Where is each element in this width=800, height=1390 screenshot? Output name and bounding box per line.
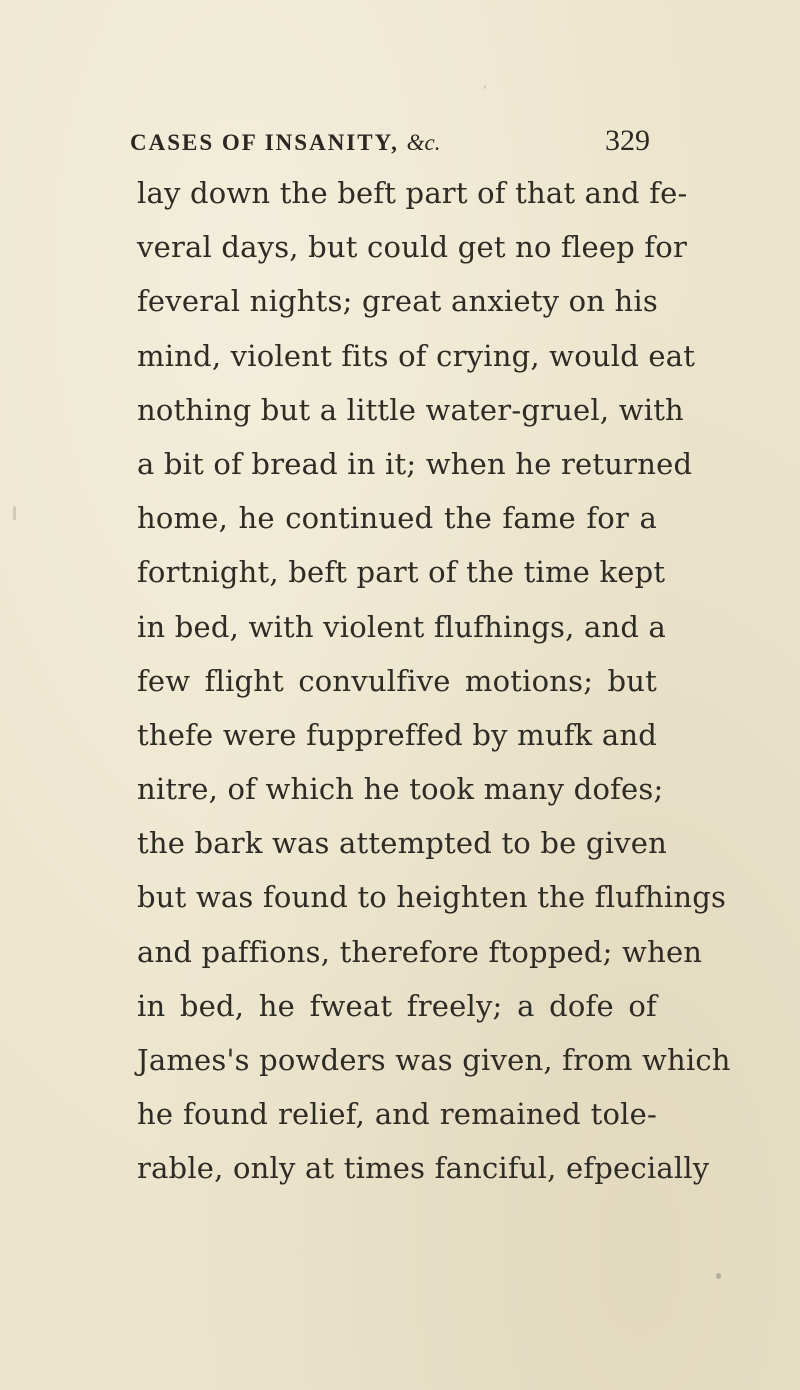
paper-speck (13, 506, 16, 520)
page-number: 329 (605, 124, 650, 157)
text-line-15: and paffions, therefore ftopped; when (137, 934, 703, 969)
text-line-7: home, he continued the fame for a (137, 501, 657, 536)
text-line-4: mind, violent fits of crying, would eat (137, 338, 696, 373)
text-line-11: thefe were fuppreffed by mufk and (137, 717, 657, 752)
text-line-16: in bed, he fweat freely; a dofe of (137, 988, 657, 1023)
text-line-10: few flight convulfive motions; but (137, 663, 657, 698)
text-line-2: veral days, but could get no fleep for (137, 230, 688, 265)
text-line-8: fortnight, beft part of the time kept (137, 555, 666, 590)
running-head-suffix: &c. (406, 130, 441, 155)
page-header (130, 118, 650, 162)
running-head-title: CASES OF INSANITY, (130, 130, 399, 155)
paper-speck (716, 1273, 721, 1279)
text-line-9: in bed, with violent flufhings, and a (137, 609, 667, 644)
text-line-13: the bark was attempted to be given (137, 826, 667, 861)
text-line-6: a bit of bread in it; when he returned (137, 446, 693, 481)
running-head (130, 130, 440, 156)
text-line-17: James's powders was given, from which (137, 1043, 731, 1077)
text-line-12: nitre, of which he took many dofes; (137, 772, 664, 807)
text-line-3: feveral nights; great anxiety on his (137, 284, 658, 319)
text-line-19: rable, only at times fanciful, efpecially (137, 1151, 710, 1186)
body-text (137, 166, 731, 1196)
text-line-14: but was found to heighten the flufhings (137, 880, 727, 915)
text-line-5: nothing but a little water-gruel, with (137, 392, 684, 427)
text-line-1: lay down the beft part of that and fe- (137, 176, 688, 210)
text-line-18: he found relief, and remained tole- (137, 1097, 657, 1132)
paper-speck (484, 85, 486, 89)
